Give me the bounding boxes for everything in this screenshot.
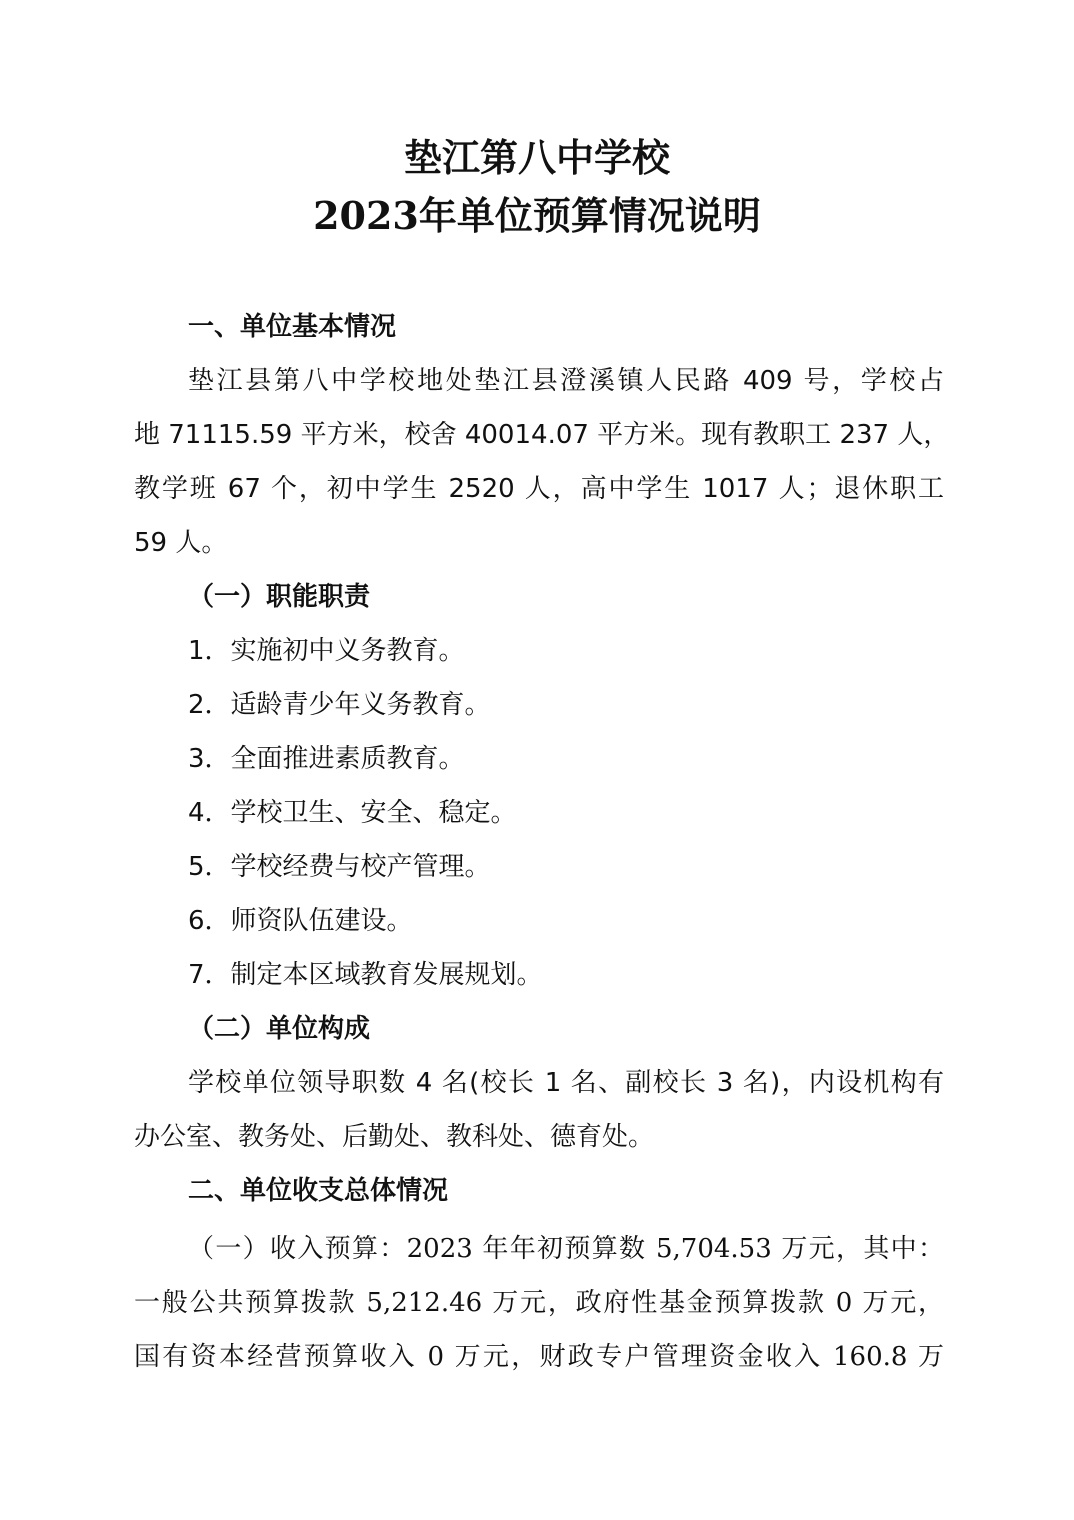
para2-line1: 学校单位领导职数 4 名(校长 1 名、副校长 3 名)，内设机构有: [188, 1068, 944, 1098]
para1-line1: 垫江县第八中学校地处垫江县澄溪镇人民路 409 号，学校占: [188, 366, 944, 396]
para3-line2: 一般公共预算拨款 5,212.46 万元，政府性基金预算拨款 0 万元，: [134, 1288, 944, 1318]
para1-line4: 59 人。: [134, 528, 228, 558]
duty-item-1: 1．实施初中义务教育。: [188, 636, 465, 666]
duty-item-3: 3．全面推进素质教育。: [188, 744, 465, 774]
duty-item-7: 7．制定本区域教育发展规划。: [188, 960, 543, 990]
duty-item-6: 6．师资队伍建设。: [188, 906, 413, 936]
section1-heading: 一、单位基本情况: [188, 312, 397, 342]
duty-item-2: 2．适龄青少年义务教育。: [188, 690, 491, 720]
duty-item-4: 4．学校卫生、安全、稳定。: [188, 798, 517, 828]
para3-line1: （一）收入预算：2023 年年初预算数 5,704.53 万元，其中：: [188, 1234, 944, 1264]
para3-line3: 国有资本经营预算收入 0 万元，财政专户管理资金收入 160.8 万: [134, 1342, 944, 1372]
sub2-heading: （二）单位构成: [188, 1014, 371, 1044]
para1-line3: 教学班 67 个，初中学生 2520 人，高中学生 1017 人；退休职工: [134, 474, 944, 504]
document-title-line2: 2023年单位预算情况说明: [313, 193, 761, 238]
para2-line2: 办公室、教务处、后勤处、教科处、德育处。: [134, 1122, 655, 1152]
duty-item-5: 5．学校经费与校产管理。: [188, 852, 491, 882]
para1-line2: 地 71115.59 平方米，校舍 40014.07 平方米。现有教职工 237 人，: [134, 420, 950, 450]
document-title-line1: 垫江第八中学校: [403, 135, 670, 180]
sub1-heading: （一）职能职责: [188, 582, 371, 612]
section2-heading: 二、单位收支总体情况: [188, 1176, 449, 1206]
